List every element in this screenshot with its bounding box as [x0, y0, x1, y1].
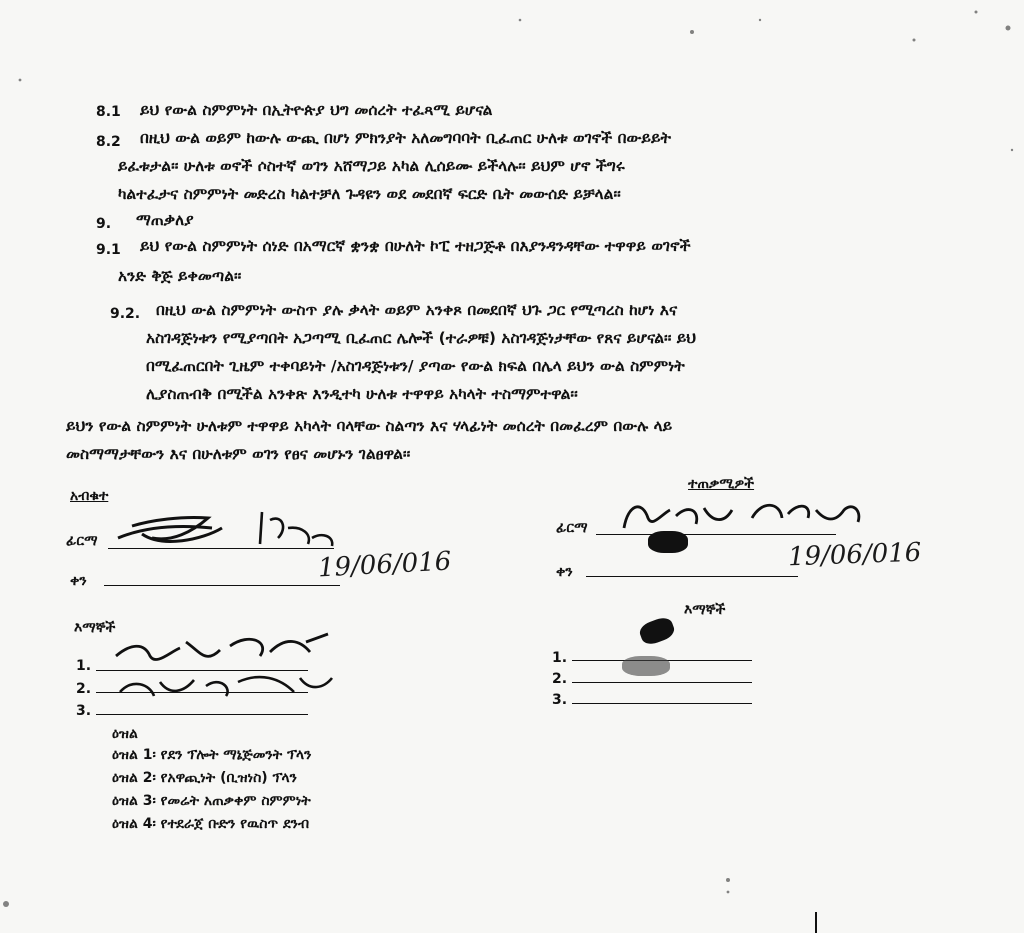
left-witness-number: 3.: [76, 703, 92, 719]
clause-9-2-line: ሊያስጠብቅ በሚችል አንቀጽ እንዲተካ ሁለቱ ተዋዋይ አካላት ተስማምተዋል፡፡: [146, 385, 578, 403]
clause-9-2-line: በሚፈጠርበት ጊዜም ተቀባይነት /አስገዳጅነቱን/ ያጣው የውል ክፍል በሌላ ይህን ውል ስምምነት: [146, 357, 685, 375]
clause-8-2-number: 8.2: [96, 134, 121, 150]
clause-9-number: 9.: [96, 216, 112, 232]
left-witnesses-title: እማኞች: [74, 620, 116, 636]
left-date-label: ቀን: [70, 573, 87, 589]
clause-9-1-line: ይህ የውል ስምምነት ሰነድ በአማርኛ ቋንቋ በሁለት ኮፒ ተዘጋጅቶ በእያንዳንዳቸው ተዋዋይ ወገኖች: [140, 237, 691, 255]
clause-8-2-line: በዚህ ውል ወይም ከውሉ ውጪ በሆነ ምክንያት አለመግባባት ቢፈጠር ሁለቱ ወገኖች በውይይት: [140, 129, 671, 147]
right-witness-number: 2.: [552, 671, 568, 687]
clause-8-2-line: ይፈቱታል፡፡ ሁለቱ ወኖች ሶስተኛ ወገን አሸማጋይ አካል ሊሰይሙ ይችላሉ፡፡ ይህም ሆኖ ችግሩ: [118, 157, 625, 175]
clause-8-1-text: ይህ የውል ስምምነት በኢትዮጵያ ህግ መሰረት ተፈጻሚ ይሆናል: [140, 101, 493, 119]
right-party-title: ተጠቃሚዎች: [688, 476, 755, 492]
right-date-label: ቀን: [556, 564, 573, 580]
clause-9-2-number: 9.2.: [110, 306, 141, 322]
closing-line: ይህን የውል ስምምነት ሁለቱም ተዋዋይ አካላት ባላቸው ስልጣን እና ሃላፊነት መሰረት በመፈረም በውሉ ላይ: [66, 417, 673, 435]
right-date-value: 19/06/016: [787, 537, 922, 573]
left-signature-label: ፊርማ: [66, 533, 98, 549]
left-witness-number: 1.: [76, 658, 92, 674]
annex-item: ዕዝል 3፡ የመሬት አጠቃቀም ስምምነት: [112, 793, 311, 809]
clause-9-1-line: አንድ ቅጅ ይቀመጣል፡፡: [118, 267, 242, 285]
annex-item: ዕዝል 1፡ የደን ፕሎት ማኔጅመንት ፕላን: [112, 747, 312, 763]
annex-item: ዕዝል 4፡ የተደራጀ ቡድን የዉስጥ ደንብ: [112, 816, 310, 832]
right-witness-number: 3.: [552, 692, 568, 708]
clause-8-1-number: 8.1: [96, 104, 121, 120]
annex-item: ዕዝል 2፡ የአዋጪነት (ቢዝነስ) ፕላን: [112, 770, 297, 786]
clause-9-2-line: በዚህ ውል ስምምነት ውስጥ ያሉ ቃላት ወይም አንቀጾ በመደበኛ ህጉ ጋር የሚጣረስ ከሆነ እና: [156, 301, 678, 319]
clause-9-title: ማጠቃለያ: [136, 211, 194, 229]
right-signature-label: ፊርማ: [556, 520, 588, 536]
right-witness-number: 1.: [552, 650, 568, 666]
left-date-value: 19/06/016: [317, 546, 453, 584]
left-party-title: አብቁተ: [70, 488, 109, 504]
clause-9-1-number: 9.1: [96, 242, 121, 258]
clause-9-2-line: አስገዳጅነቱን የሚያጣበት አጋጣሚ ቢፈጠር ሌሎች (ተራዎቹ) አስገዳጅነታቸው የጸና ይሆናል፡፡ ይህ: [146, 329, 697, 347]
clause-8-2-line: ካልተፈታና ስምምነት መድረስ ካልተቻለ ጉዳዩን ወደ መደበኛ ፍርድ ቤት መውሰድ ይቻላል፡፡: [118, 185, 621, 203]
left-witness-number: 2.: [76, 681, 92, 697]
annex-title: ዕዝል: [112, 726, 138, 742]
right-witnesses-title: እማኞች: [684, 602, 726, 618]
closing-line: መስማማታቸውን እና በሁለቱም ወገን የፀና መሆኑን ገልፀዋል፡፡: [66, 445, 411, 463]
